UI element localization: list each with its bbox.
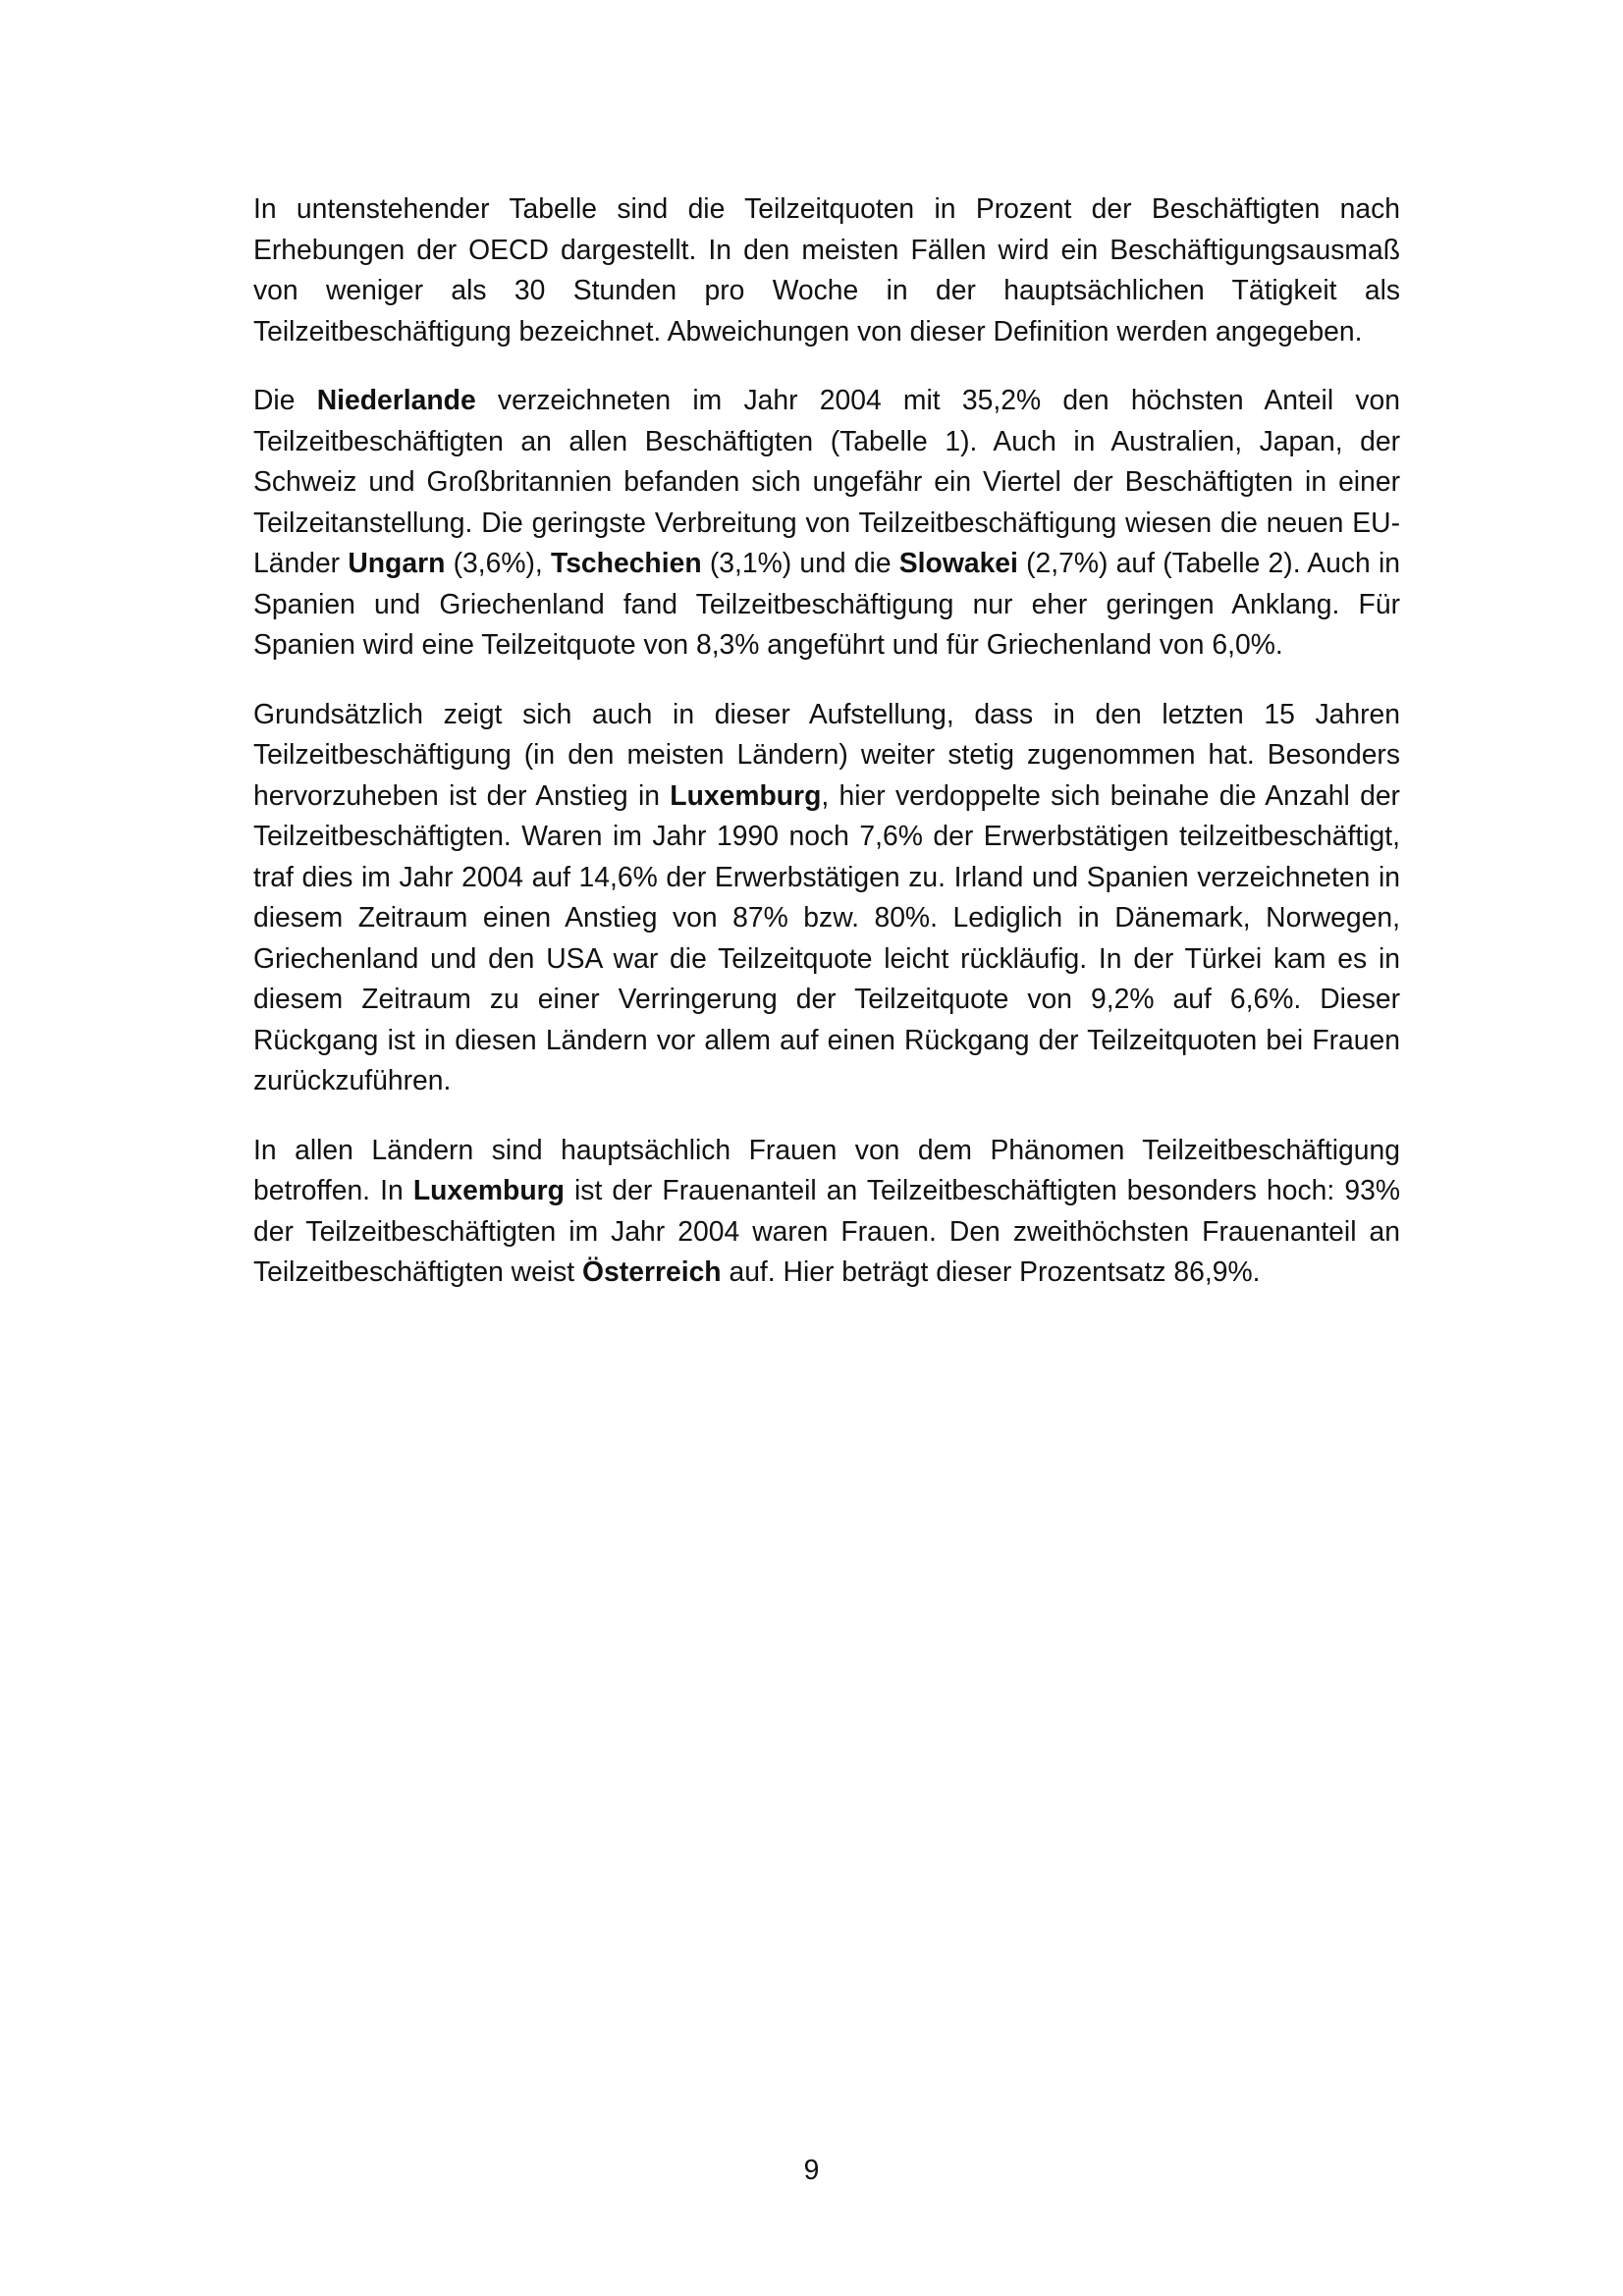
text-run: (3,1%) und die xyxy=(701,547,899,578)
highlight-country: Luxemburg xyxy=(412,1174,565,1205)
highlight-country: Luxemburg xyxy=(670,778,822,811)
highlight-country: Ungarn xyxy=(348,547,446,578)
highlight-country: Niederlande xyxy=(316,384,476,415)
text-run: verzeichneten im Jahr 2004 mit 35,2% den höchsten Anteil von Teilzeitbeschäftigten an allen Beschäftigten (Tabelle 1). Auch in Australien, Japan, der Schweiz und Großbritannien befanden sich ungefähr ein Viertel der Beschäftigten in einer Teilzeitanstellung. Die geringste Verbreitung von Teilzeitbeschäftigung wiesen die neuen EU-Länder xyxy=(253,384,1400,578)
text-run: Die xyxy=(253,384,317,415)
text-run: In untenstehender Tabelle sind die Teilzeitquoten in Prozent der Beschäftigten nach Erhebungen der OECD dargestellt. In den meisten Fällen wird ein Beschäftigungsausmaß von weniger als 30 Stunden pro Woche in der hauptsächlichen Tätigkeit als Teilzeitbeschäftigung bezeichnet. Abweichungen von dieser Definition werden angegeben. xyxy=(253,192,1400,347)
highlight-country: Österreich xyxy=(582,1255,722,1287)
highlight-country: Tschechien xyxy=(551,547,702,578)
paragraph-niederlande xyxy=(253,380,1400,666)
text-run: , hier verdoppelte sich beinahe die Anzahl der Teilzeitbeschäftigten. Waren im Jahr 1990 noch 7,6% der Erwerbstätigen teilzeitbeschäftigt, traf dies im Jahr 2004 auf 14,6% der Erwerbstätigen zu. Irland und Spanien verzeichneten in diesem Zeitraum einen Anstieg von 87% bzw. 80%. Lediglich in Dänemark, Norwegen, Griechenland und den USA war die Teilzeitquote leicht rückläufig. In der Türkei kam es in diesem Zeitraum zu einer Verringerung der Teilzeitquote von 9,2% auf 6,6%. Dieser Rückgang ist in diesen Ländern vor allem auf einen Rückgang der Teilzeitquoten bei Frauen zurückzuführen. xyxy=(253,778,1400,1095)
page-number: 9 xyxy=(803,2154,820,2185)
text-run: In allen Ländern sind hauptsächlich Frauen von dem Phänomen Teilzeitbeschäftigung betroffen. In xyxy=(253,1133,1400,1205)
text-run: ist der Frauenanteil an Teilzeitbeschäftigten besonders hoch: 93% der Teilzeitbeschäftigten im Jahr 2004 waren Frauen. Den zweithöchsten Frauenanteil an Teilzeitbeschäftigten weist xyxy=(253,1174,1400,1287)
paragraph-trend xyxy=(253,694,1400,1101)
text-run: auf. Hier beträgt dieser Prozentsatz 86,9%. xyxy=(721,1255,1261,1287)
text-run: (2,7%) auf (Tabelle 2). Auch in Spanien und Griechenland fand Teilzeitbeschäftigung nur eher geringen Anklang. Für Spanien wird eine Teilzeitquote von 8,3% angeführt und für Griechenland von 6,0%. xyxy=(253,547,1400,660)
paragraph-frauen xyxy=(253,1130,1400,1293)
paragraph-intro xyxy=(253,188,1400,351)
text-run: Grundsätzlich zeigt sich auch in dieser Aufstellung, dass in den letzten 15 Jahren Teilzeitbeschäftigung (in den meisten Ländern) weiter stetig zugenommen hat. Besonders hervorzuheben ist der Anstieg in xyxy=(253,697,1400,811)
body-text xyxy=(253,188,1400,1321)
text-run: (3,6%), xyxy=(445,547,552,578)
highlight-country: Slowakei xyxy=(898,547,1018,578)
